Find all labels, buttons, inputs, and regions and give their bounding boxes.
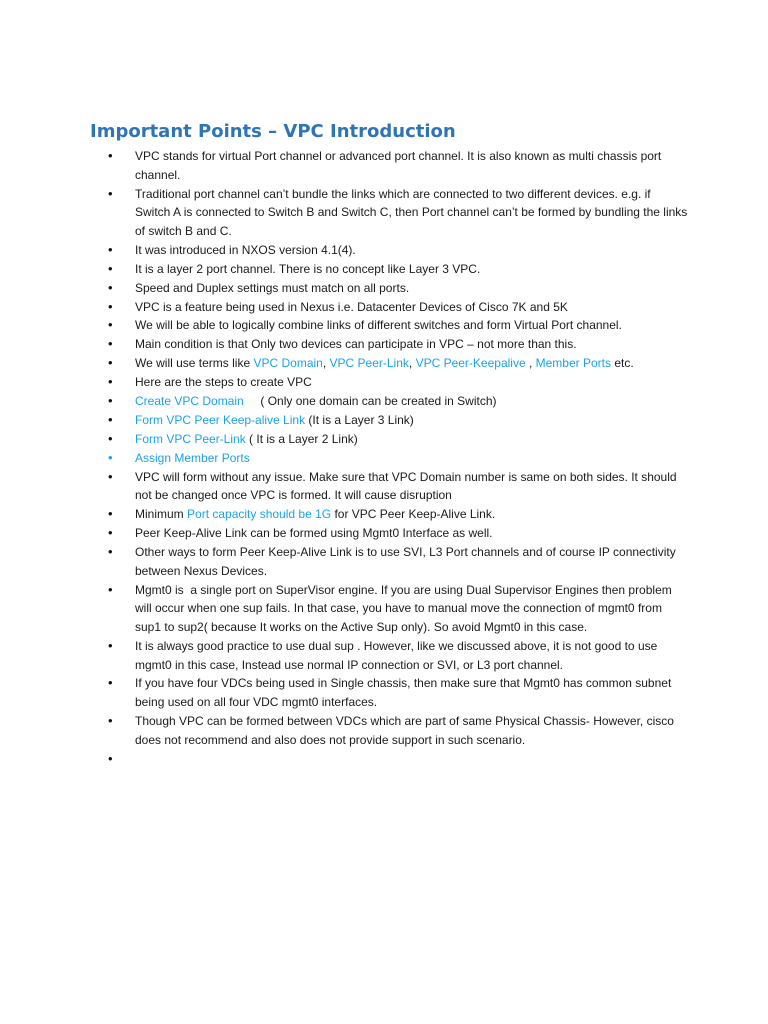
item-text: Though VPC can be formed between VDCs which are part of same Physical Chassis- However, cisco does not recommend and also does not provide support in such scenario. <box>135 714 678 747</box>
bullet-marker: • <box>108 430 113 446</box>
item-text: Here are the steps to create VPC <box>135 375 312 390</box>
item-text: , <box>525 356 536 371</box>
bullet-list <box>0 147 768 766</box>
item-text: VPC stands for virtual Port channel or advanced port channel. It is also known as multi chassis port channel. <box>135 149 665 182</box>
item-text: It was introduced in NXOS version 4.1(4). <box>135 242 356 257</box>
bullet-marker: • <box>108 411 113 427</box>
item-text: We will be able to logically combine links of different switches and form Virtual Port channel. <box>135 318 622 333</box>
item-text: Speed and Duplex settings must match on all ports. <box>135 280 410 295</box>
item-text: (It is a Layer 3 Link) <box>305 412 414 427</box>
bullet-marker: • <box>108 449 113 465</box>
bullet-marker: • <box>108 393 113 409</box>
bullet-marker: • <box>108 581 113 597</box>
item-text: If you have four VDCs being used in Single chassis, then make sure that Mgmt0 has common subnet being used on all four VDC mgmt0 interfaces. <box>135 676 675 710</box>
item-text: etc. <box>611 356 634 371</box>
item-text: Other ways to form Peer Keep-Alive Link is to use SVI, L3 Port channels and of course IP connectivity between Nexus Devices. <box>135 544 680 578</box>
item-text: Mgmt0 is a single port on SuperVisor engine. If you are using Dual Supervisor Engines then problem will occur when one sup fails. In that case, you have to manual move the connection of mgmt0 from sup1 to sup2( because It works on the Active Sup only). So avoid Mgmt0 in this case. <box>135 582 676 634</box>
bullet-marker: • <box>108 543 113 559</box>
bullet-marker: • <box>108 298 113 314</box>
list-item <box>0 392 768 411</box>
bullet-marker: • <box>108 355 113 371</box>
list-item <box>0 279 768 298</box>
item-text: VPC will form without any issue. Make sure that VPC Domain number is same on both sides. It should not be changed once VPC is formed. It will cause disruption <box>135 469 680 503</box>
item-text: It is a layer 2 port channel. There is no concept like Layer 3 VPC. <box>135 261 481 276</box>
list-item <box>0 581 768 637</box>
item-text: Traditional port channel can’t bundle the links which are connected to two different devices. e.g. if Switch A is connected to Switch B and Switch C, then Port channel can’t be formed by bundling the links of switch B and C. <box>135 186 691 238</box>
item-text: for VPC Peer Keep-Alive Link. <box>331 507 496 522</box>
item-text: , <box>322 356 330 371</box>
list-item <box>0 354 768 373</box>
list-item <box>0 430 768 449</box>
bullet-marker: • <box>108 279 113 295</box>
bullet-marker: • <box>108 336 113 352</box>
bullet-marker: • <box>108 713 113 729</box>
list-item <box>0 674 768 711</box>
list-item <box>0 260 768 279</box>
item-text: Peer Keep-Alive Link can be formed using Mgmt0 Interface as well. <box>135 526 493 541</box>
list-item <box>0 637 768 674</box>
page-title: Important Points – VPC Introduction <box>90 121 456 142</box>
bullet-marker: • <box>108 750 113 766</box>
bullet-marker: • <box>108 374 113 390</box>
term-link[interactable]: Create VPC Domain <box>135 394 244 409</box>
list-item <box>0 505 768 524</box>
list-item <box>0 524 768 543</box>
bullet-marker: • <box>108 260 113 276</box>
term-link[interactable]: Member Ports <box>535 356 611 371</box>
item-text: We will use terms like <box>135 356 254 371</box>
bullet-marker: • <box>108 317 113 333</box>
term-link[interactable]: Form VPC Peer-Link <box>135 431 246 446</box>
list-item <box>0 712 768 749</box>
list-item <box>0 543 768 580</box>
bullet-marker: • <box>108 637 113 653</box>
bullet-marker: • <box>108 506 113 522</box>
list-item <box>0 449 768 468</box>
bullet-marker: • <box>108 468 113 484</box>
item-text: ( Only one domain can be created in Switch) <box>243 394 497 409</box>
list-item <box>0 373 768 392</box>
term-link[interactable]: VPC Peer-Link <box>329 356 409 371</box>
item-text: Main condition is that Only two devices can participate in VPC – not more than this. <box>135 337 577 352</box>
list-item <box>0 298 768 317</box>
bullet-marker: • <box>108 241 113 257</box>
list-item <box>0 411 768 430</box>
bullet-marker: • <box>108 675 113 691</box>
term-link[interactable]: Form VPC Peer Keep-alive Link <box>135 412 306 427</box>
list-item <box>0 316 768 335</box>
term-link[interactable]: VPC Peer-Keepalive <box>415 356 526 371</box>
bullet-marker: • <box>108 148 113 163</box>
bullet-marker: • <box>108 185 113 201</box>
term-link[interactable]: VPC Domain <box>253 356 323 371</box>
term-link[interactable]: Assign Member Ports <box>135 450 250 465</box>
item-text: , <box>408 356 416 371</box>
item-text: VPC is a feature being used in Nexus i.e. Datacenter Devices of Cisco 7K and 5K <box>135 299 568 314</box>
list-item <box>0 241 768 260</box>
item-text: Minimum <box>135 507 188 522</box>
item-text: It is always good practice to use dual sup . However, like we discussed above, it is not good to use mgmt0 in this case, Instead use normal IP connection or SVI, or L3 port channel. <box>135 638 661 672</box>
list-item <box>0 147 768 184</box>
list-item <box>0 468 768 505</box>
item-text: ( It is a Layer 2 Link) <box>245 431 358 446</box>
bullet-marker: • <box>108 525 113 541</box>
list-item <box>0 335 768 354</box>
term-link[interactable]: Port capacity should be 1G <box>187 507 332 522</box>
list-item <box>0 185 768 241</box>
